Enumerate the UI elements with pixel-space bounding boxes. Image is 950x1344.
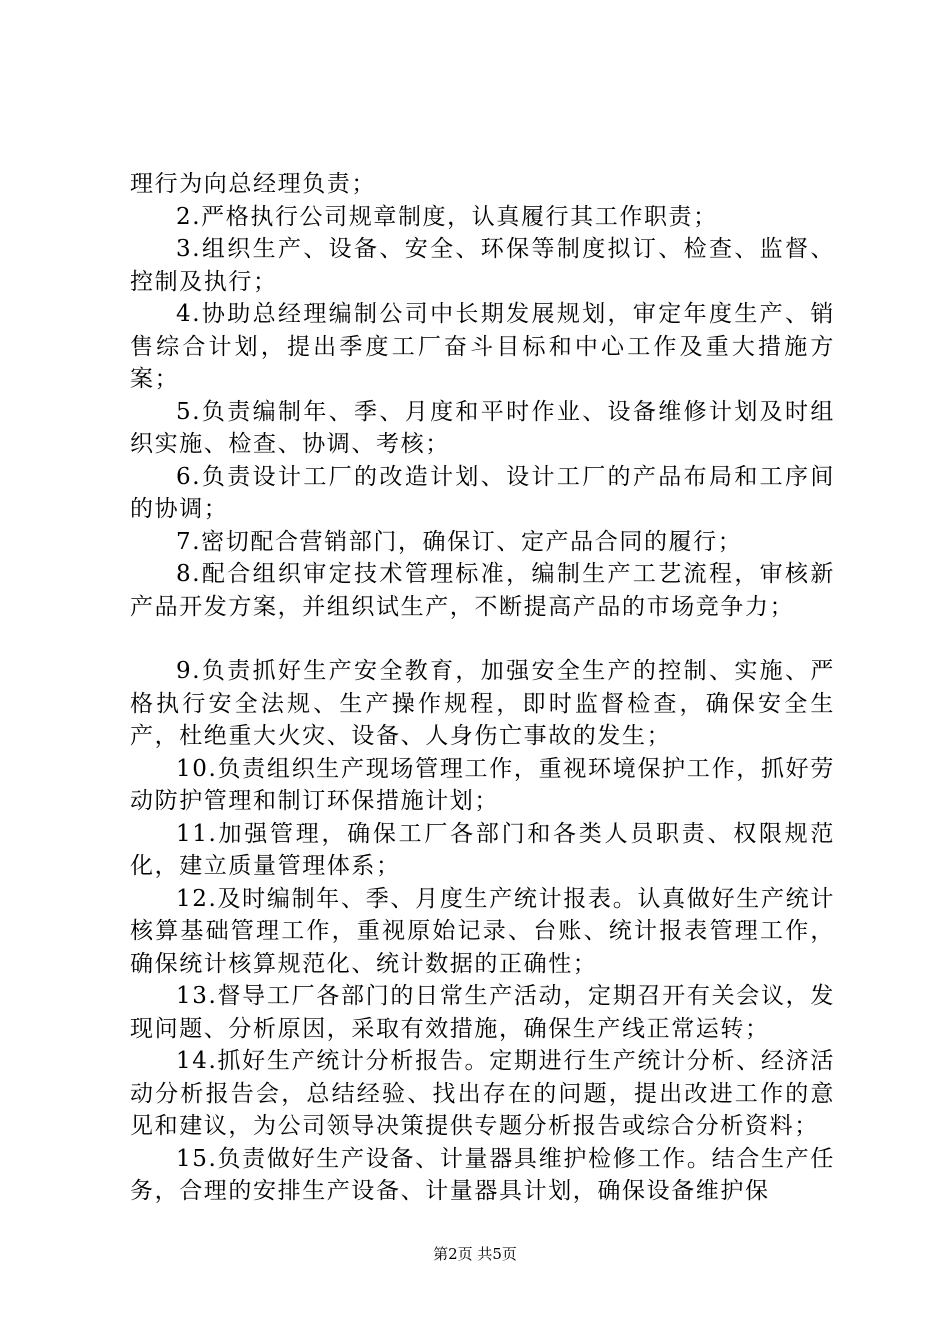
paragraph-item-9: 9.负责抓好生产安全教育，加强安全生产的控制、实施、严格执行安全法规、生产操作规程，即时监督检查，确保安全生产，杜绝重大火灾、设备、人身伤亡事故的发生； bbox=[130, 658, 835, 749]
paragraph-item-8: 8.配合组织审定技术管理标准，编制生产工艺流程，审核新产品开发方案，并组织试生产，不断提高产品的市场竞争力； bbox=[130, 561, 835, 620]
paragraph-item-4: 4.协助总经理编制公司中长期发展规划，审定年度生产、销售综合计划，提出季度工厂奋斗目标和中心工作及重大措施方案； bbox=[130, 301, 835, 392]
paragraph-spacer bbox=[130, 623, 835, 655]
paragraph-item-14: 14.抓好生产统计分析报告。定期进行生产统计分析、经济活动分析报告会，总结经验、找出存在的问题，提出改进工作的意见和建议，为公司领导决策提供专题分析报告或综合分析资料； bbox=[130, 1048, 835, 1139]
page-number-footer: 第2页 共5页 bbox=[433, 1245, 517, 1263]
paragraph-item-13: 13.督导工厂各部门的日常生产活动，定期召开有关会议，发现问题、分析原因，采取有效措施，确保生产线正常运转； bbox=[130, 983, 835, 1042]
paragraph-item-15: 15.负责做好生产设备、计量器具维护检修工作。结合生产任务，合理的安排生产设备、计量器具计划，确保设备维护保 bbox=[130, 1145, 835, 1204]
paragraph-item-11: 11.加强管理，确保工厂各部门和各类人员职责、权限规范化，建立质量管理体系； bbox=[130, 820, 835, 879]
paragraph-continued: 理行为向总经理负责； bbox=[130, 171, 376, 197]
paragraph-item-5: 5.负责编制年、季、月度和平时作业、设备维修计划及时组织实施、检查、协调、考核； bbox=[130, 398, 835, 457]
paragraph-item-10: 10.负责组织生产现场管理工作，重视环境保护工作，抓好劳动防护管理和制订环保措施计划； bbox=[130, 755, 835, 814]
paragraph-item-7: 7.密切配合营销部门，确保订、定产品合同的履行； bbox=[176, 528, 743, 555]
paragraph-item-3: 3.组织生产、设备、安全、环保等制度拟订、检查、监督、控制及执行； bbox=[130, 236, 835, 295]
document-body bbox=[130, 168, 835, 1208]
paragraph-item-6: 6.负责设计工厂的改造计划、设计工厂的产品布局和工序间的协调； bbox=[130, 463, 835, 522]
paragraph-item-2: 2.严格执行公司规章制度，认真履行其工作职责； bbox=[176, 203, 718, 230]
paragraph-item-12: 12.及时编制年、季、月度生产统计报表。认真做好生产统计核算基础管理工作，重视原始记录、台账、统计报表管理工作，确保统计核算规范化、统计数据的正确性； bbox=[130, 885, 835, 977]
